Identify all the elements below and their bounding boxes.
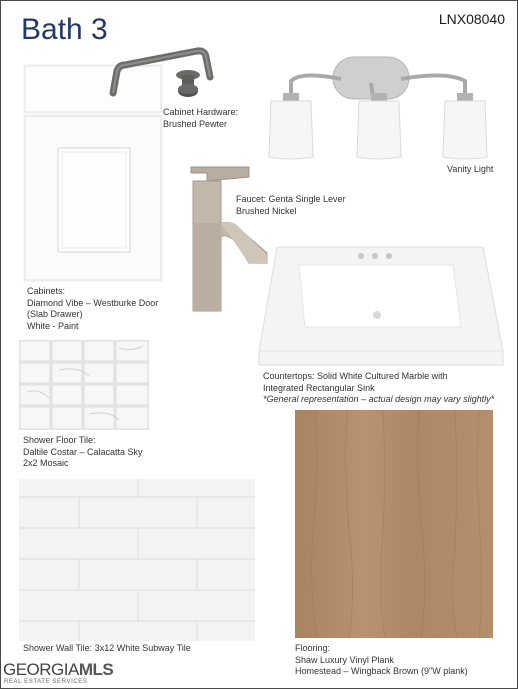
- caption-line: Shaw Luxury Vinyl Plank: [295, 654, 394, 665]
- shower-wall-tile-image: [19, 479, 255, 641]
- caption-line: Diamond Vibe – Westburke Door: [27, 297, 159, 308]
- flooring-caption: [295, 643, 468, 678]
- caption-line: Countertops: Solid White Cultured Marble with: [263, 371, 448, 381]
- caption-line: Brushed Nickel: [236, 205, 297, 216]
- logo-subtitle: REAL ESTATE SERVICES: [4, 679, 88, 685]
- page-title: Bath 3: [21, 13, 108, 46]
- caption-line: (Slab Drawer): [27, 309, 83, 319]
- caption-line: 2x2 Mosaic: [23, 458, 69, 468]
- countertop-sink-image: [257, 245, 505, 367]
- caption-line: Shower Wall Tile: 3x12 White Subway Tile: [23, 643, 191, 653]
- cabinet-knob-image: [171, 67, 205, 101]
- countertops-caption: [263, 371, 494, 406]
- faucet-caption: [236, 194, 346, 217]
- caption-line: Brushed Pewter: [163, 118, 228, 129]
- caption-line: Faucet: Genta Single Lever: [236, 194, 346, 204]
- caption-line: Daltile Costar – Calacatta Sky: [23, 446, 143, 457]
- logo-brand-b: MLS: [78, 660, 114, 679]
- logo-brand-a: GEORGIA: [3, 660, 79, 679]
- vanity-light-image: [261, 53, 495, 163]
- caption-line: Vanity Light: [447, 164, 494, 174]
- vanity-light-caption: [447, 164, 493, 176]
- caption-line: Integrated Rectangular Sink: [263, 382, 375, 393]
- georgia-mls-logo: [1, 654, 114, 688]
- caption-line: Homestead – Wingback Brown (9"W plank): [295, 666, 468, 676]
- shower-wall-caption: [23, 643, 191, 655]
- shower-floor-tile-image: [19, 340, 149, 430]
- shower-floor-caption: [23, 435, 143, 470]
- caption-line: Cabinets:: [27, 286, 66, 296]
- logo-brand: [3, 660, 113, 680]
- caption-line: Shower Floor Tile:: [23, 435, 96, 445]
- plan-code: LNX08040: [438, 11, 505, 27]
- cabinet-hardware-caption: [163, 107, 238, 130]
- cabinets-caption: [27, 286, 158, 332]
- caption-line: Cabinet Hardware:: [163, 107, 239, 117]
- caption-line: Flooring:: [295, 643, 331, 653]
- caption-line: White - Paint: [27, 320, 79, 331]
- flooring-plank-image: [295, 410, 493, 638]
- caption-note: *General representation – actual design may vary slightly*: [263, 394, 495, 404]
